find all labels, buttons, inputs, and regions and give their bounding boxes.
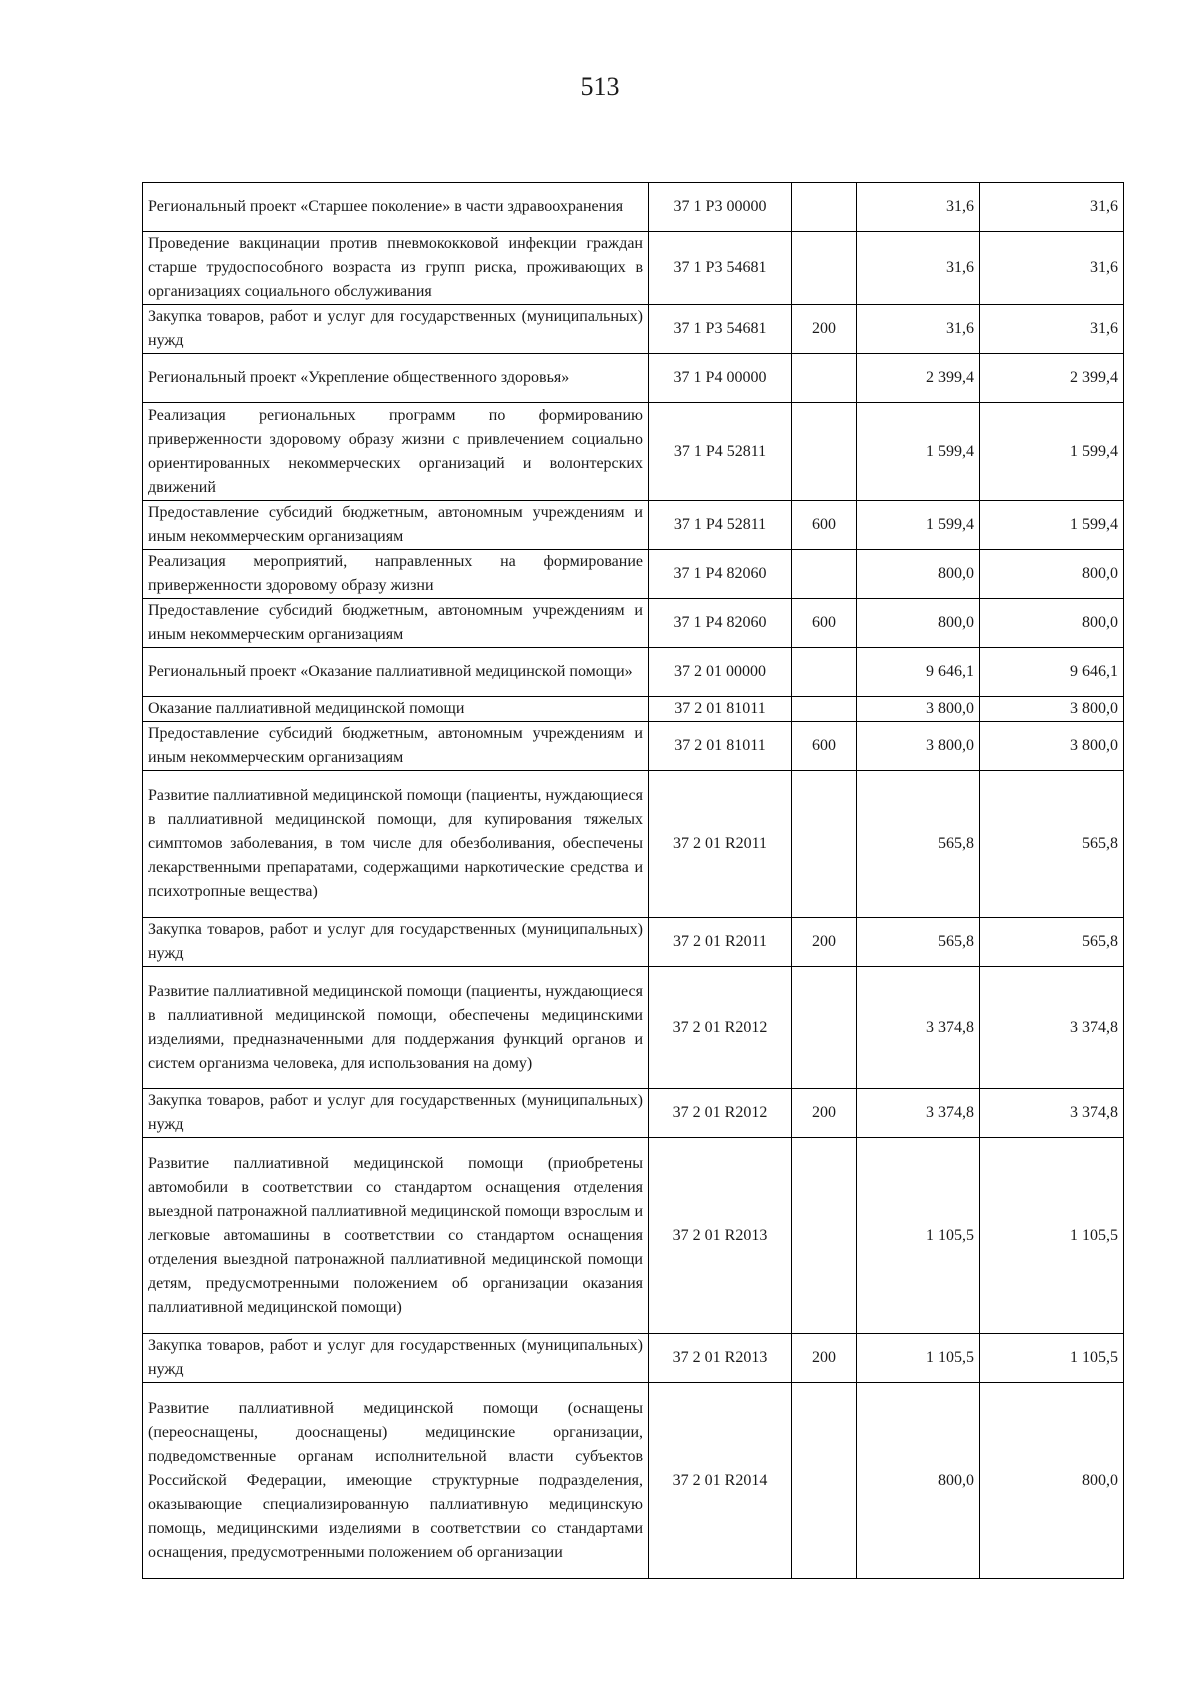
- row-name: Предоставление субсидий бюджетным, автономным учреждениям и иным некоммерческим организациям: [143, 722, 649, 771]
- row-name: Закупка товаров, работ и услуг для государственных (муниципальных) нужд: [143, 1334, 649, 1383]
- row-value-1: 31,6: [857, 183, 980, 232]
- row-type: 200: [792, 1334, 857, 1383]
- row-name: Проведение вакцинации против пневмококковой инфекции граждан старше трудоспособного возраста из групп риска, проживающих в организациях социального обслуживания: [143, 232, 649, 305]
- row-type: [792, 697, 857, 722]
- row-value-2: 800,0: [980, 550, 1124, 599]
- row-name: Развитие паллиативной медицинской помощи (пациенты, нуждающиеся в паллиативной медицинской помощи, обеспечены медицинскими изделиями, предназначенными для поддержания функций органов и систем организма человека, для использования на дому): [143, 967, 649, 1089]
- row-value-1: 3 374,8: [857, 1089, 980, 1138]
- table-row: [143, 967, 1124, 1089]
- row-type: 200: [792, 918, 857, 967]
- row-name: Развитие паллиативной медицинской помощи (пациенты, нуждающиеся в паллиативной медицинской помощи, для купирования тяжелых симптомов заболевания, в том числе для обезболивания, обеспечены лекарственными препаратами, содержащими наркотические средства и психотропные вещества): [143, 771, 649, 918]
- row-value-2: 800,0: [980, 599, 1124, 648]
- row-type: [792, 771, 857, 918]
- row-value-2: 31,6: [980, 183, 1124, 232]
- row-code: 37 2 01 00000: [649, 648, 792, 697]
- row-name: Развитие паллиативной медицинской помощи (оснащены (переоснащены, дооснащены) медицинские организации, подведомственные органам исполнительной власти субъектов Российской Федерации, имеющие структурные подразделения, оказывающие специализированную паллиативную медицинскую помощь, медицинскими изделиями в соответствии со стандартами оснащения, предусмотренными положением об организации: [143, 1383, 649, 1579]
- table-row: [143, 183, 1124, 232]
- row-value-2: 2 399,4: [980, 354, 1124, 403]
- row-value-2: 31,6: [980, 305, 1124, 354]
- table-row: [143, 697, 1124, 722]
- row-value-1: 3 800,0: [857, 722, 980, 771]
- table-row: [143, 1334, 1124, 1383]
- row-value-2: 800,0: [980, 1383, 1124, 1579]
- row-code: 37 1 P3 54681: [649, 305, 792, 354]
- row-code: 37 2 01 R2013: [649, 1334, 792, 1383]
- table-row: [143, 771, 1124, 918]
- table-row: [143, 1383, 1124, 1579]
- row-type: [792, 232, 857, 305]
- row-code: 37 1 P4 82060: [649, 550, 792, 599]
- row-name: Региональный проект «Укрепление общественного здоровья»: [143, 354, 649, 403]
- row-value-2: 3 374,8: [980, 967, 1124, 1089]
- table-row: [143, 1138, 1124, 1334]
- budget-table: [142, 182, 1124, 1579]
- table-row: [143, 1089, 1124, 1138]
- row-value-2: 565,8: [980, 918, 1124, 967]
- row-value-2: 31,6: [980, 232, 1124, 305]
- row-value-1: 1 105,5: [857, 1138, 980, 1334]
- row-code: 37 2 01 R2011: [649, 918, 792, 967]
- row-value-2: 3 800,0: [980, 722, 1124, 771]
- row-type: [792, 183, 857, 232]
- row-value-2: 1 599,4: [980, 403, 1124, 501]
- table-row: [143, 722, 1124, 771]
- row-name: Региональный проект «Старшее поколение» в части здравоохранения: [143, 183, 649, 232]
- row-name: Предоставление субсидий бюджетным, автономным учреждениям и иным некоммерческим организациям: [143, 599, 649, 648]
- table-row: [143, 550, 1124, 599]
- row-type: [792, 967, 857, 1089]
- row-value-2: 9 646,1: [980, 648, 1124, 697]
- page-number: 513: [580, 72, 620, 101]
- row-value-1: 800,0: [857, 1383, 980, 1579]
- row-type: 200: [792, 1089, 857, 1138]
- table-row: [143, 403, 1124, 501]
- row-code: 37 1 P4 52811: [649, 501, 792, 550]
- row-name: Реализация региональных программ по формированию приверженности здоровому образу жизни с привлечением социально ориентированных некоммерческих организаций и волонтерских движений: [143, 403, 649, 501]
- row-code: 37 2 01 81011: [649, 697, 792, 722]
- row-code: 37 2 01 R2013: [649, 1138, 792, 1334]
- row-name: Закупка товаров, работ и услуг для государственных (муниципальных) нужд: [143, 1089, 649, 1138]
- row-code: 37 2 01 81011: [649, 722, 792, 771]
- table-row: [143, 501, 1124, 550]
- row-code: 37 1 P4 52811: [649, 403, 792, 501]
- row-code: 37 1 P3 00000: [649, 183, 792, 232]
- table-row: [143, 918, 1124, 967]
- row-name: Оказание паллиативной медицинской помощи: [143, 697, 649, 722]
- row-value-1: 31,6: [857, 305, 980, 354]
- row-value-1: 800,0: [857, 599, 980, 648]
- row-value-2: 565,8: [980, 771, 1124, 918]
- table-row: [143, 599, 1124, 648]
- row-type: 200: [792, 305, 857, 354]
- row-code: 37 2 01 R2011: [649, 771, 792, 918]
- table-row: [143, 648, 1124, 697]
- row-value-1: 565,8: [857, 771, 980, 918]
- row-value-1: 31,6: [857, 232, 980, 305]
- row-value-1: 565,8: [857, 918, 980, 967]
- row-value-2: 1 105,5: [980, 1334, 1124, 1383]
- row-value-1: 9 646,1: [857, 648, 980, 697]
- row-code: 37 1 P4 00000: [649, 354, 792, 403]
- row-code: 37 2 01 R2014: [649, 1383, 792, 1579]
- row-type: 600: [792, 599, 857, 648]
- row-value-2: 1 599,4: [980, 501, 1124, 550]
- row-value-2: 3 800,0: [980, 697, 1124, 722]
- row-value-1: 800,0: [857, 550, 980, 599]
- row-name: Закупка товаров, работ и услуг для государственных (муниципальных) нужд: [143, 305, 649, 354]
- row-type: [792, 403, 857, 501]
- row-value-1: 2 399,4: [857, 354, 980, 403]
- row-value-2: 3 374,8: [980, 1089, 1124, 1138]
- row-code: 37 1 P3 54681: [649, 232, 792, 305]
- row-code: 37 2 01 R2012: [649, 1089, 792, 1138]
- row-code: 37 1 P4 82060: [649, 599, 792, 648]
- row-type: 600: [792, 722, 857, 771]
- row-name: Предоставление субсидий бюджетным, автономным учреждениям и иным некоммерческим организациям: [143, 501, 649, 550]
- row-name: Закупка товаров, работ и услуг для государственных (муниципальных) нужд: [143, 918, 649, 967]
- row-value-1: 3 374,8: [857, 967, 980, 1089]
- row-name: Реализация мероприятий, направленных на формирование приверженности здоровому образу жизни: [143, 550, 649, 599]
- row-type: 600: [792, 501, 857, 550]
- table-row: [143, 232, 1124, 305]
- row-value-1: 1 599,4: [857, 403, 980, 501]
- row-type: [792, 1138, 857, 1334]
- row-type: [792, 648, 857, 697]
- row-code: 37 2 01 R2012: [649, 967, 792, 1089]
- row-value-1: 1 599,4: [857, 501, 980, 550]
- row-name: Развитие паллиативной медицинской помощи (приобретены автомобили в соответствии со стандартом оснащения отделения выездной патронажной паллиативной медицинской помощи взрослым и легковые автомашины в соответствии со стандартом оснащения отделения выездной патронажной паллиативной медицинской помощи детям, предусмотренными положением об организации оказания паллиативной медицинской помощи): [143, 1138, 649, 1334]
- row-value-1: 3 800,0: [857, 697, 980, 722]
- row-value-1: 1 105,5: [857, 1334, 980, 1383]
- row-name: Региональный проект «Оказание паллиативной медицинской помощи»: [143, 648, 649, 697]
- table-row: [143, 305, 1124, 354]
- row-type: [792, 1383, 857, 1579]
- row-value-2: 1 105,5: [980, 1138, 1124, 1334]
- table-row: [143, 354, 1124, 403]
- row-type: [792, 354, 857, 403]
- row-type: [792, 550, 857, 599]
